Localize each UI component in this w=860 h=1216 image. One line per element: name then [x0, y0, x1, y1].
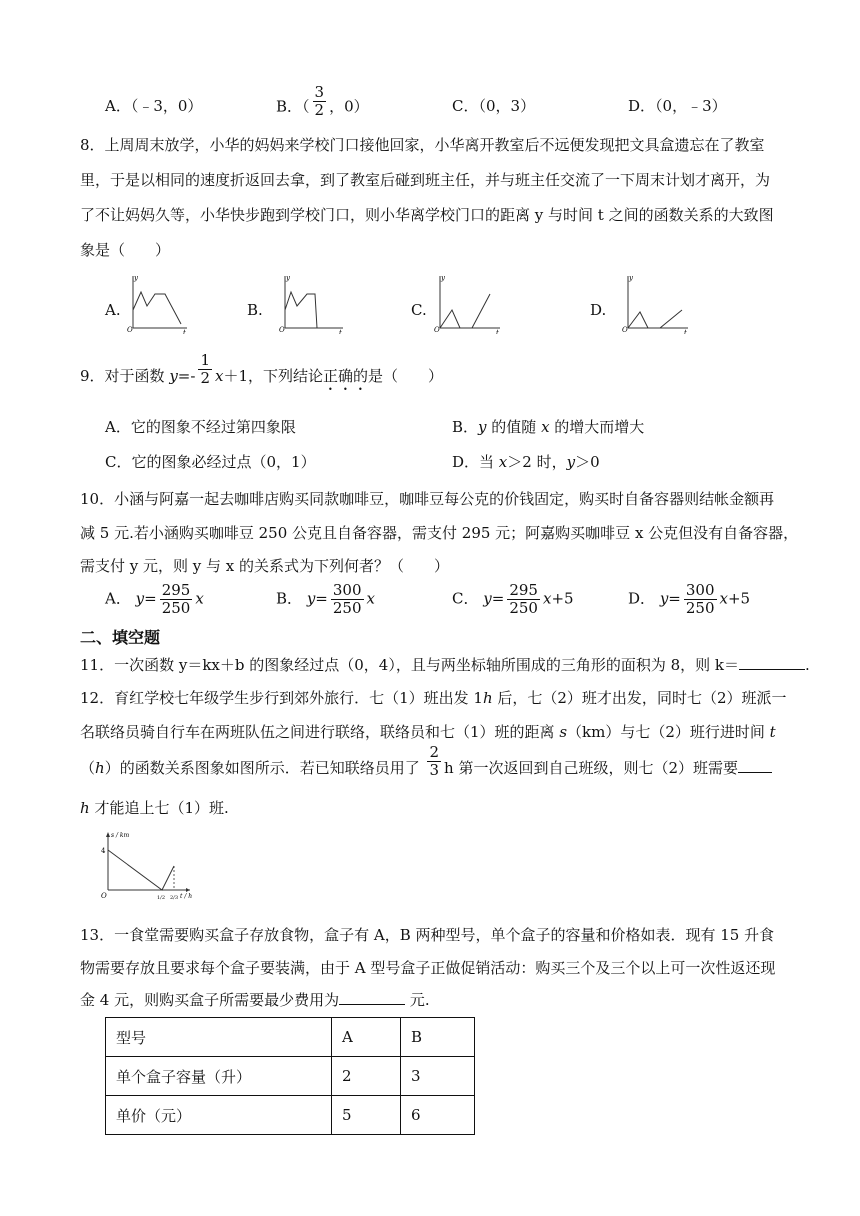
q9-option-c: C．它的图象必经过点（0，1）: [105, 453, 316, 471]
q8-graph-c: [432, 272, 504, 334]
q13-text-line-1: 13．一食堂需要购买盒子存放食物，盒子有 A，B 两种型号，单个盒子的容量和价格如表．现有 15 升食: [80, 926, 775, 944]
q12-graph-origin: O: [101, 892, 107, 900]
q7-option-d: D．（0，﹣3）: [628, 97, 727, 115]
q8-option-c-label: C.: [411, 301, 427, 319]
q7-option-a: A．（﹣3，0）: [105, 97, 203, 115]
q13-table: [105, 1017, 475, 1135]
q10-text-line-1: 10．小涵与阿嘉一起去咖啡店购买同款咖啡豆，咖啡豆每公克的价钱固定，购买时自备容器则结帐金额再: [80, 490, 775, 508]
table-row: [106, 1096, 475, 1135]
q8-graph-b-origin: O: [279, 326, 285, 334]
table-cell: 2: [332, 1057, 401, 1096]
q8-graph-a-origin: O: [127, 326, 133, 334]
q8-graph-a-x-axis-label: t: [183, 329, 186, 334]
q8-text-line-3: 了不让妈妈久等，小华快步跑到学校门口，则小华离学校门口的距离 y 与时间 t 之间的函数关系的大致图: [80, 206, 774, 224]
q12-graph-x-tick-2: 2/3: [170, 895, 179, 901]
q11-answer-blank: [739, 669, 805, 670]
q10-option-c-fraction: $\frac{295}{250}$: [509, 581, 538, 617]
table-cell: A: [332, 1018, 401, 1057]
q8-option-d-label: D.: [590, 301, 607, 319]
q12-graph: [98, 828, 198, 902]
q10-text-line-2: 减 5 元.若小涵购买咖啡豆 250 公克且自备容器，需支付 295 元；阿嘉购买咖啡豆 x 公克但没有自备容器，: [80, 524, 799, 542]
q12-graph-y-tick-4: 4: [101, 847, 106, 855]
q11-question: 11．一次函数 y＝kx＋b 的图象经过点（0，4），且与两坐标轴所围成的三角形的面积为 8，则 k＝ .: [80, 656, 810, 674]
q10-text-line-3: 需支付 y 元，则 y 与 x 的关系式为下列何者？（ ）: [80, 557, 450, 575]
q8-text-line-1: 8．上周周末放学，小华的妈妈来学校门口接他回家，小华离开教室后不远便发现把文具盒遗忘在了教室: [80, 136, 765, 154]
q8-graph-b: [275, 272, 347, 334]
table-cell: 6: [401, 1096, 475, 1135]
q7-option-c: C．（0，3）: [452, 97, 536, 115]
q8-graph-d: [620, 272, 692, 334]
q8-text-line-2: 里，于是以相同的速度折返回去拿，到了教室后碰到班主任，并与班主任交流了一下周末计划才离开，为: [80, 171, 771, 189]
q12-text-line-4: h 才能追上七（1）班.: [80, 799, 229, 817]
q8-graph-b-y-axis-label: y: [286, 274, 290, 282]
q10-option-d: D． y= $\frac{300}{250}$ x+5: [628, 581, 751, 617]
table-row: [106, 1018, 475, 1057]
q7-option-b: B．（ $\frac{3}{2}$ ，0）: [276, 83, 369, 119]
q8-graph-c-origin: O: [434, 326, 440, 334]
q12-graph-y-label: s / km: [111, 832, 130, 839]
q12-text-line-2: 名联络员骑自行车在两班队伍之间进行联络，联络员和七（1）班的距离 s（km）与七（2）班行进时间 t: [80, 723, 776, 741]
q9-option-d: D．当 x＞2 时，y＞0: [452, 453, 600, 471]
q7-option-b-fraction: $\frac{3}{2}$: [314, 83, 325, 119]
q12-graph-x-label: t / h: [180, 893, 193, 900]
q8-graph-d-origin: O: [622, 326, 628, 334]
q12-graph-x-tick-1: 1/2: [157, 895, 166, 901]
q8-option-a-label: A.: [105, 301, 121, 319]
q9-fraction: $\frac{1}{2}$: [200, 350, 210, 387]
q10-option-b: B． y= $\frac{300}{250}$ x: [276, 581, 375, 617]
q13-text-line-2: 物需要存放且要求每个盒子要装满，由于 A 型号盒子正做促销活动：购买三个及三个以上可一次性返还现: [80, 959, 776, 977]
q12-fraction: $\frac{2}{3}$: [429, 742, 440, 779]
q8-graph-d-x-axis-label: t: [684, 329, 687, 334]
table-cell: B: [401, 1018, 475, 1057]
q8-graph-d-y-axis-label: y: [629, 274, 633, 282]
table-row: [106, 1057, 475, 1096]
q8-graph-a-y-axis-label: y: [134, 274, 138, 282]
q9-option-a: A．它的图象不经过第四象限: [105, 418, 296, 436]
table-cell: 型号: [106, 1018, 332, 1057]
q8-text-line-4: 象是（ ）: [80, 241, 171, 259]
q10-option-c: C． y= $\frac{295}{250}$ x+5: [452, 581, 574, 617]
q9-question: 9．对于函数 y=- $\frac{1}{2}$ x＋1，下列结论正确的是（ ）: [80, 350, 444, 387]
q13-text-line-3: 金 4 元，则购买盒子所需要最少费用为 元.: [80, 991, 430, 1009]
table-cell: 单个盒子容量（升）: [106, 1057, 332, 1096]
q13-answer-blank: [339, 1004, 405, 1005]
q8-option-b-label: B.: [247, 301, 263, 319]
q8-graph-c-x-axis-label: t: [496, 329, 499, 334]
q10-option-a: A． y= $\frac{295}{250}$ x: [105, 581, 204, 617]
q12-text-line-1: 12．育红学校七年级学生步行到郊外旅行．七（1）班出发 1h 后，七（2）班才出发，同时七（2）班派一: [80, 689, 787, 707]
q8-graph-b-x-axis-label: t: [339, 329, 342, 334]
q12-answer-blank: [738, 772, 772, 773]
section-heading-fill-in: 二、填空题: [80, 628, 161, 647]
q8-graph-c-y-axis-label: y: [441, 274, 445, 282]
q12-text-line-3: （h）的函数关系图象如图所示．若已知联络员用了 $\frac{2}{3}$ h 第一次返回到自己班级，则七（2）班需要: [80, 758, 772, 779]
q10-option-a-fraction: $\frac{295}{250}$: [161, 581, 191, 617]
q8-graph-a: [125, 272, 190, 334]
table-cell: 3: [401, 1057, 475, 1096]
table-cell: 单价（元）: [106, 1096, 332, 1135]
q9-emphasis: 正确的: [323, 367, 369, 385]
q10-option-b-fraction: $\frac{300}{250}$: [332, 581, 362, 617]
q10-option-d-fraction: $\frac{300}{250}$: [685, 581, 715, 617]
table-cell: 5: [332, 1096, 401, 1135]
q9-option-b: B．y 的值随 x 的增大而增大: [452, 418, 645, 436]
